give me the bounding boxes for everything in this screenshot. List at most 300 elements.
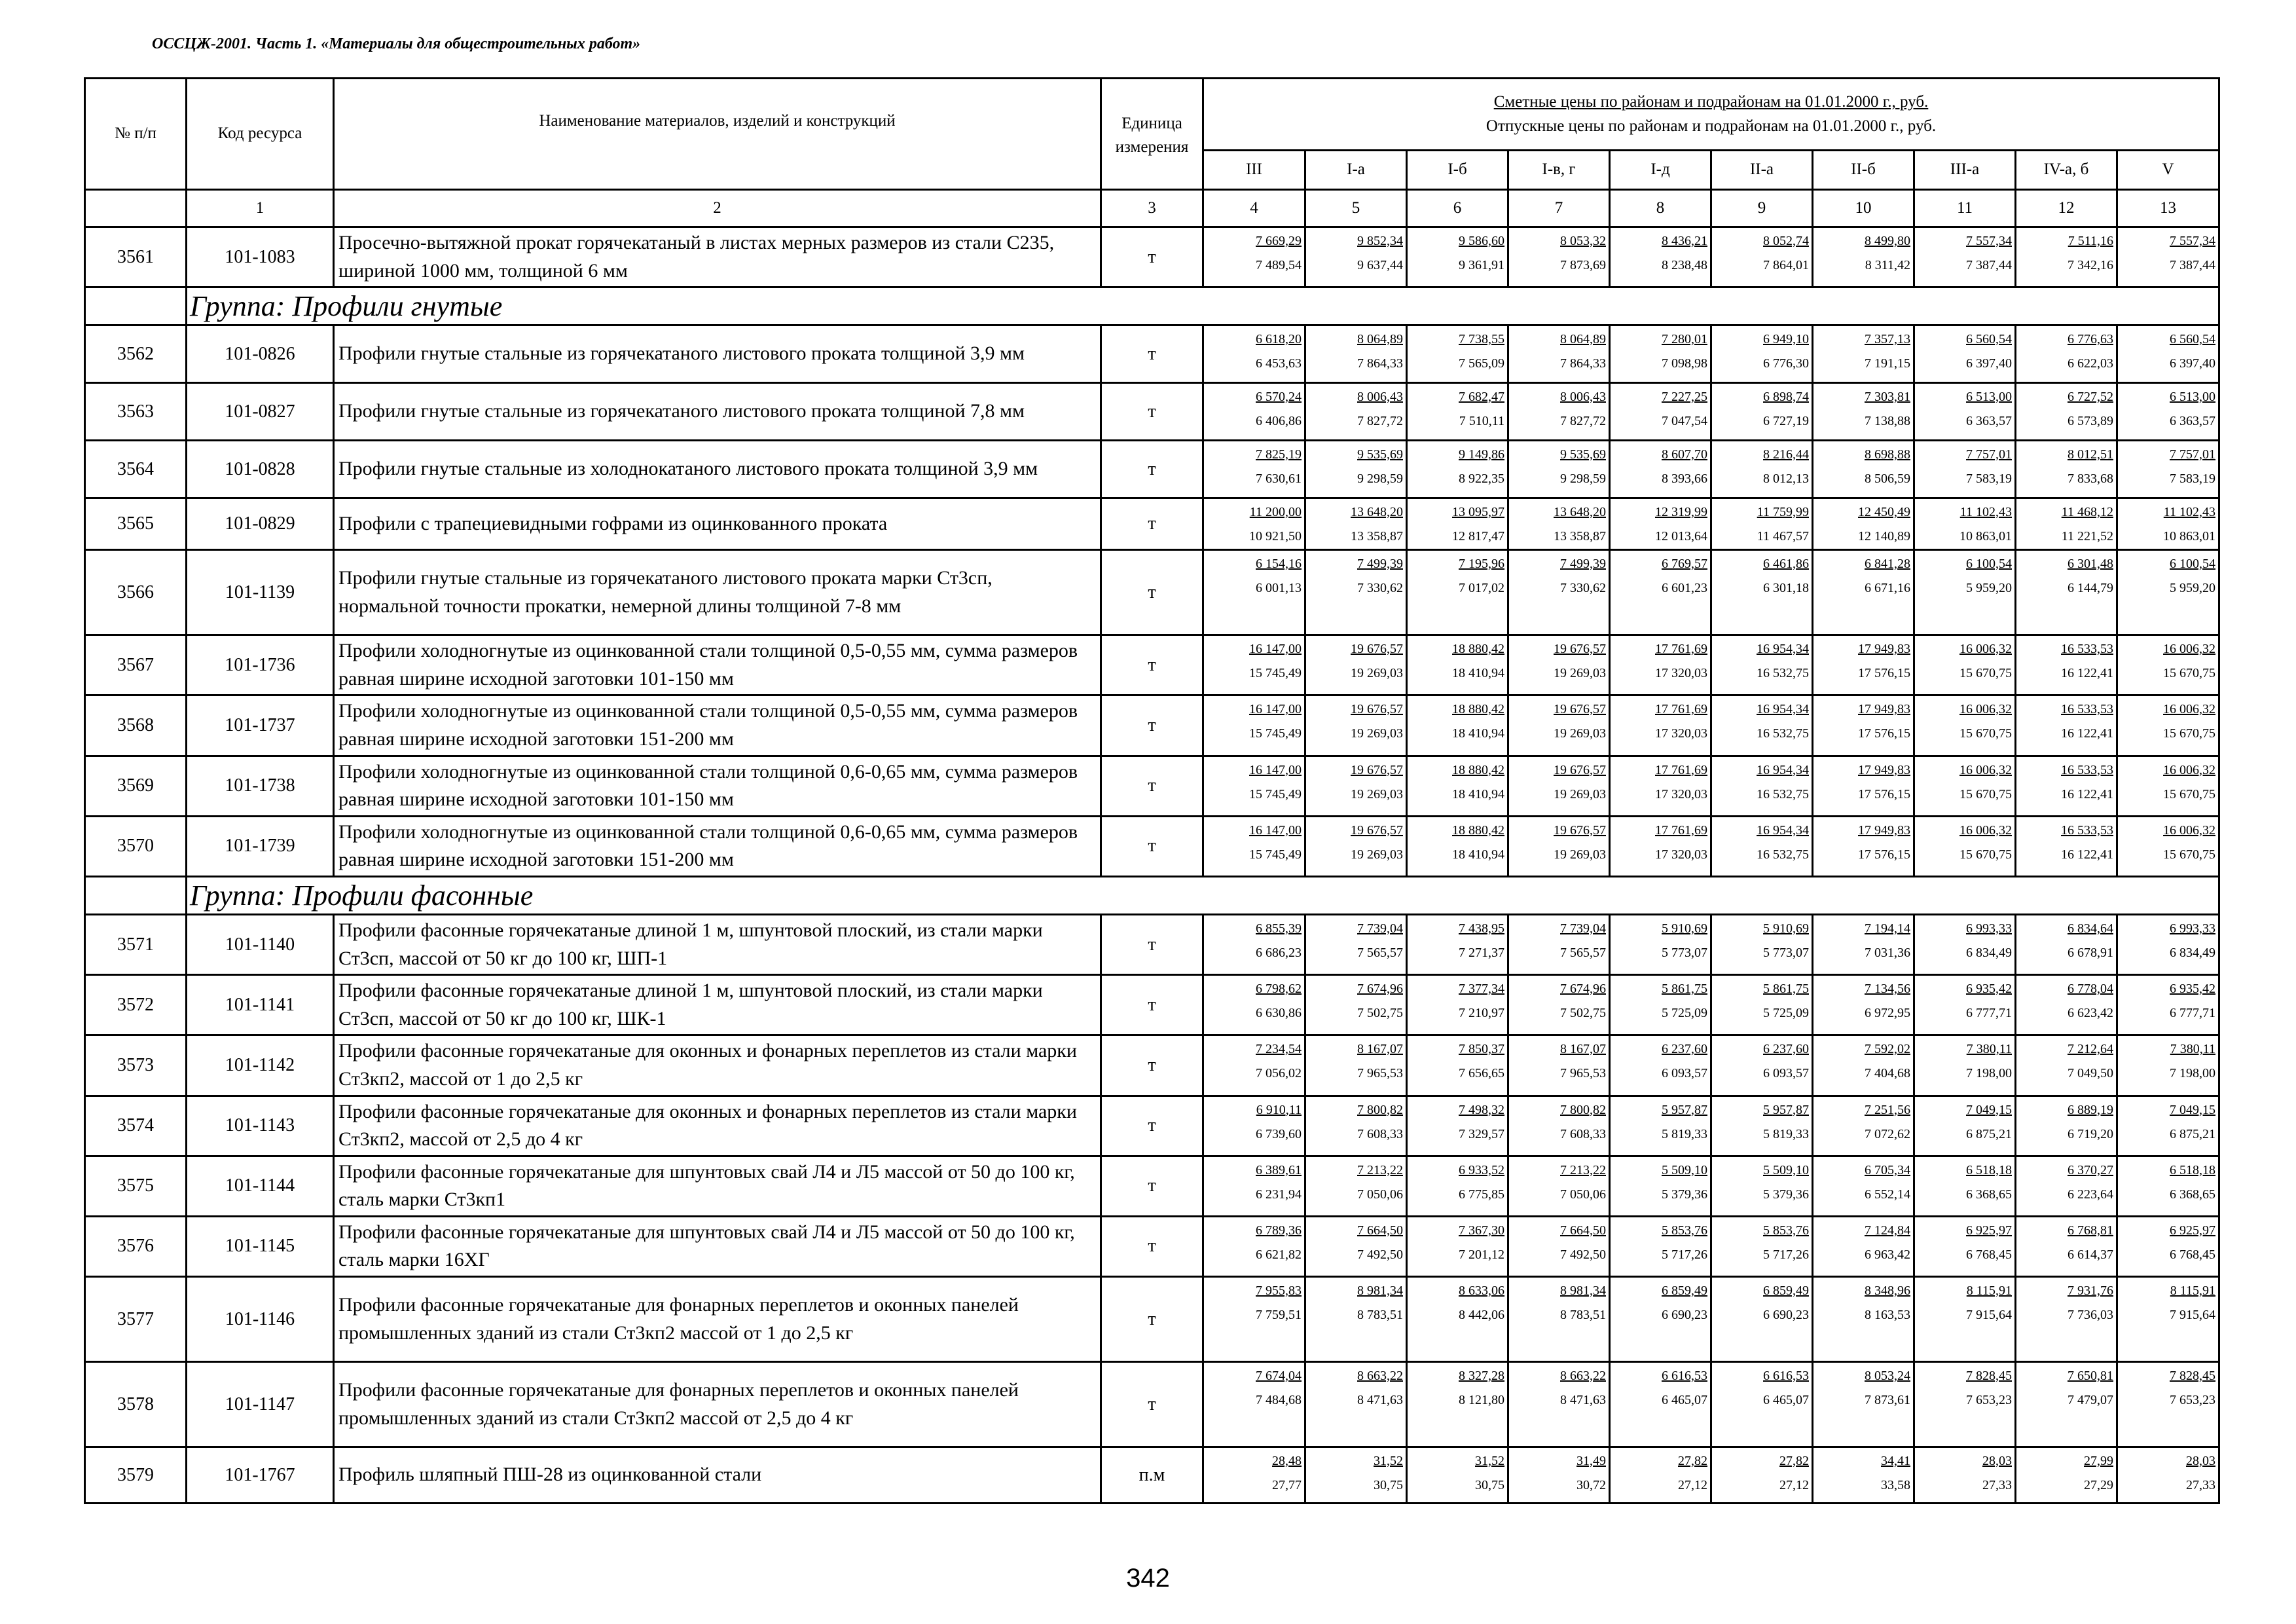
- estimated-price: 9 586,60: [1459, 234, 1504, 248]
- estimated-price: 16 533,53: [2061, 762, 2113, 777]
- release-price: 5 379,36: [1763, 1187, 1809, 1202]
- price-cell: [1508, 1216, 1610, 1276]
- estimated-price: 27,82: [1779, 1454, 1809, 1469]
- estimated-price: 34,41: [1881, 1454, 1910, 1469]
- table-row: [85, 635, 2219, 695]
- price-cell: [2117, 1156, 2219, 1216]
- estimated-price: 19 676,57: [1351, 822, 1403, 838]
- release-price: 7 489,54: [1256, 258, 1302, 272]
- price-cell: [1305, 1035, 1407, 1096]
- release-price: 8 922,35: [1459, 471, 1504, 487]
- release-price: 6 777,71: [2170, 1006, 2216, 1021]
- estimated-price: 19 676,57: [1554, 702, 1606, 717]
- price-cell: [1508, 914, 1610, 974]
- estimated-price: 6 513,00: [2170, 390, 2216, 405]
- estimated-price: 16 006,32: [1959, 702, 2012, 717]
- price-cell: [1914, 550, 2016, 635]
- estimated-price: 17 949,83: [1858, 762, 1910, 777]
- unit-of-measure: т: [1101, 914, 1203, 974]
- release-price: 30,75: [1475, 1478, 1504, 1493]
- release-price: 5 725,09: [1763, 1006, 1809, 1021]
- page-number: 342: [1126, 1564, 1170, 1593]
- price-cell: [1813, 1096, 1914, 1156]
- release-price: 5 959,20: [1966, 581, 2012, 596]
- column-number: 1: [187, 190, 334, 227]
- price-cell: [1813, 325, 1914, 383]
- price-cell: [2117, 816, 2219, 876]
- price-cell: [2016, 325, 2117, 383]
- estimated-price: 6 949,10: [1763, 332, 1809, 347]
- price-cell: [1711, 1447, 1813, 1504]
- resource-code: 101-1143: [187, 1096, 334, 1156]
- release-price: 6 776,30: [1763, 356, 1809, 371]
- group-row: [85, 876, 2219, 914]
- price-cell: [1610, 227, 1711, 287]
- release-price: 9 361,91: [1459, 258, 1504, 272]
- release-price: 10 863,01: [1959, 529, 2012, 544]
- price-cell: [1407, 550, 1508, 635]
- price-cell: [2117, 1216, 2219, 1276]
- price-cell: [1914, 498, 2016, 550]
- estimated-price: 6 616,53: [1662, 1369, 1707, 1384]
- estimated-price: 5 861,75: [1763, 982, 1809, 997]
- estimated-price: 6 855,39: [1256, 921, 1302, 936]
- release-price: 7 864,01: [1763, 258, 1809, 272]
- price-cell: [1407, 695, 1508, 756]
- release-price: 16 532,75: [1757, 786, 1809, 802]
- release-price: 8 121,80: [1459, 1393, 1504, 1408]
- table-row: [85, 695, 2219, 756]
- estimated-price: 19 676,57: [1351, 702, 1403, 717]
- unit-of-measure: т: [1101, 756, 1203, 816]
- table-row: [85, 325, 2219, 383]
- estimated-price: 18 880,42: [1452, 762, 1504, 777]
- release-price: 15 745,49: [1249, 666, 1302, 681]
- release-price: 7 583,19: [1966, 471, 2012, 487]
- price-cell: [1407, 914, 1508, 974]
- estimated-price: 7 664,50: [1560, 1223, 1606, 1238]
- estimated-price: 16 147,00: [1249, 702, 1302, 717]
- price-cell: [2117, 1035, 2219, 1096]
- estimated-price: 6 154,16: [1256, 557, 1302, 572]
- release-price: 12 817,47: [1452, 529, 1504, 544]
- release-price: 6 630,86: [1256, 1006, 1302, 1021]
- table-row: [85, 975, 2219, 1035]
- table-row: [85, 816, 2219, 876]
- price-cell: [1914, 1096, 2016, 1156]
- column-number: 5: [1305, 190, 1407, 227]
- price-cell: [1305, 383, 1407, 441]
- estimated-price: 7 674,96: [1357, 982, 1403, 997]
- release-price: 7 387,44: [2170, 258, 2216, 272]
- price-cell: [1610, 1277, 1711, 1362]
- release-price: 7 047,54: [1662, 414, 1707, 429]
- price-cell: [1203, 441, 1305, 498]
- release-price: 8 238,48: [1662, 258, 1707, 272]
- release-price: 8 783,51: [1357, 1308, 1403, 1323]
- release-price: 8 471,63: [1560, 1393, 1606, 1408]
- price-cell: [1610, 383, 1711, 441]
- release-price: 16 122,41: [2061, 847, 2113, 862]
- release-price: 7 915,64: [1966, 1308, 2012, 1323]
- estimated-price: 7 134,56: [1865, 982, 1910, 997]
- col-header-no: № п/п: [85, 79, 187, 190]
- price-cell: [1203, 550, 1305, 635]
- estimated-price: 6 889,19: [2068, 1102, 2113, 1117]
- estimated-price: 17 949,83: [1858, 822, 1910, 838]
- row-number: 3578: [85, 1362, 187, 1447]
- resource-code: 101-0828: [187, 441, 334, 498]
- estimated-price: 7 682,47: [1459, 390, 1504, 405]
- price-cell: [1305, 498, 1407, 550]
- release-price: 7 827,72: [1357, 414, 1403, 429]
- estimated-price: 6 789,36: [1256, 1223, 1302, 1238]
- material-name: Профили холодногнутые из оцинкованной стали толщиной 0,5-0,55 мм, сумма размеров равная ширине исходной заготовки 151-200 мм: [334, 695, 1101, 756]
- price-cell: [1610, 635, 1711, 695]
- release-price: 17 576,15: [1858, 847, 1910, 862]
- release-price: 9 298,59: [1560, 471, 1606, 487]
- estimated-price: 8 216,44: [1763, 447, 1809, 462]
- price-cell: [1813, 816, 1914, 876]
- estimated-price: 6 935,42: [1966, 982, 2012, 997]
- release-price: 15 745,49: [1249, 786, 1302, 802]
- estimated-price: 7 303,81: [1865, 390, 1910, 405]
- price-cell: [1203, 325, 1305, 383]
- release-price: 6 093,57: [1763, 1066, 1809, 1081]
- resource-code: 101-1737: [187, 695, 334, 756]
- price-cell: [1914, 1156, 2016, 1216]
- column-number: 3: [1101, 190, 1203, 227]
- estimated-price: 5 910,69: [1763, 921, 1809, 936]
- release-price: 7 565,09: [1459, 356, 1504, 371]
- column-number: 2: [334, 190, 1101, 227]
- resource-code: 101-1736: [187, 635, 334, 695]
- resource-code: 101-1140: [187, 914, 334, 974]
- price-cell: [2016, 498, 2117, 550]
- price-cell: [1305, 441, 1407, 498]
- table-row: [85, 914, 2219, 974]
- estimated-price: 6 859,49: [1763, 1283, 1809, 1299]
- release-price: 7 329,57: [1459, 1126, 1504, 1141]
- release-price: 17 320,03: [1655, 726, 1707, 741]
- price-cell: [1813, 1447, 1914, 1504]
- estimated-price: 31,52: [1475, 1454, 1504, 1469]
- price-cell: [1203, 1362, 1305, 1447]
- material-name: Профили холодногнутые из оцинкованной стали толщиной 0,5-0,55 мм, сумма размеров равная ширине исходной заготовки 101-150 мм: [334, 635, 1101, 695]
- estimated-price: 7 227,25: [1662, 390, 1707, 405]
- release-price: 15 670,75: [2163, 726, 2216, 741]
- material-name: Профили фасонные горячекатаные длиной 1 м, шпунтовой плоский, из стали марки Ст3сп, массой от 50 кг до 100 кг, ШП-1: [334, 914, 1101, 974]
- price-cell: [1305, 550, 1407, 635]
- unit-of-measure: т: [1101, 550, 1203, 635]
- estimated-price: 5 861,75: [1662, 982, 1707, 997]
- estimated-price: 16 147,00: [1249, 762, 1302, 777]
- estimated-price: 19 676,57: [1554, 822, 1606, 838]
- price-cell: [1914, 756, 2016, 816]
- price-cell: [1407, 975, 1508, 1035]
- release-price: 6 775,85: [1459, 1187, 1504, 1202]
- price-cell: [1508, 441, 1610, 498]
- row-number: 3574: [85, 1096, 187, 1156]
- release-price: 5 379,36: [1662, 1187, 1707, 1202]
- price-cell: [1914, 383, 2016, 441]
- price-cell: [1203, 1216, 1305, 1276]
- release-price: 6 768,45: [2170, 1247, 2216, 1262]
- release-price: 17 320,03: [1655, 847, 1707, 862]
- release-price: 16 532,75: [1757, 847, 1809, 862]
- estimated-price: 16 954,34: [1757, 642, 1809, 657]
- estimated-price: 7 049,15: [2170, 1102, 2216, 1117]
- release-price: 6 963,42: [1865, 1247, 1910, 1262]
- price-cell: [2016, 441, 2117, 498]
- release-price: 7 608,33: [1560, 1126, 1606, 1141]
- release-price: 8 393,66: [1662, 471, 1707, 487]
- unit-of-measure: т: [1101, 325, 1203, 383]
- estimated-price: 8 981,34: [1560, 1283, 1606, 1299]
- price-cell: [1711, 1362, 1813, 1447]
- release-price: 15 670,75: [1959, 726, 2012, 741]
- region-header: III-а: [1914, 151, 2016, 190]
- estimated-price: 11 468,12: [2061, 505, 2113, 520]
- price-cell: [1711, 325, 1813, 383]
- estimated-price: 6 616,53: [1763, 1369, 1809, 1384]
- estimated-price: 7 213,22: [1560, 1162, 1606, 1177]
- price-cell: [1914, 1216, 2016, 1276]
- release-price: 30,75: [1374, 1478, 1403, 1493]
- material-name: Профили фасонные горячекатаные для фонарных переплетов и оконных панелей промышленных зданий из стали Ст3кп2 массой от 1 до 2,5 кг: [334, 1277, 1101, 1362]
- estimated-price: 17 949,83: [1858, 702, 1910, 717]
- material-name: Профили фасонные горячекатаные длиной 1 м, шпунтовой плоский, из стали марки Ст3сп, массой от 50 кг до 100 кг, ШК-1: [334, 975, 1101, 1035]
- price-cell: [1610, 756, 1711, 816]
- price-cell: [1914, 635, 2016, 695]
- estimated-price: 13 095,97: [1452, 505, 1504, 520]
- column-number-blank: [85, 190, 187, 227]
- table-row: [85, 1035, 2219, 1096]
- price-table-body: [85, 79, 2219, 1504]
- price-cell: [1407, 1156, 1508, 1216]
- estimated-price: 6 776,63: [2068, 332, 2113, 347]
- release-price: 7 608,33: [1357, 1126, 1403, 1141]
- estimated-price: 19 676,57: [1554, 642, 1606, 657]
- column-number: 6: [1407, 190, 1508, 227]
- resource-code: 101-1144: [187, 1156, 334, 1216]
- estimated-price: 6 925,97: [2170, 1223, 2216, 1238]
- price-cell: [2016, 635, 2117, 695]
- unit-of-measure: т: [1101, 227, 1203, 287]
- release-price: 7 873,69: [1560, 258, 1606, 272]
- estimated-price: 12 319,99: [1655, 505, 1707, 520]
- price-cell: [1813, 227, 1914, 287]
- header-row-1: [85, 79, 2219, 151]
- release-price: 6 397,40: [1966, 356, 2012, 371]
- estimated-price: 8 064,89: [1560, 332, 1606, 347]
- column-number: 12: [2016, 190, 2117, 227]
- price-cell: [1203, 227, 1305, 287]
- estimated-price: 27,82: [1678, 1454, 1707, 1469]
- release-price: 7 072,62: [1865, 1126, 1910, 1141]
- price-cell: [1305, 1216, 1407, 1276]
- estimated-price: 7 357,13: [1865, 332, 1910, 347]
- price-cell: [2016, 1096, 2117, 1156]
- column-number: 9: [1711, 190, 1813, 227]
- row-number: 3576: [85, 1216, 187, 1276]
- estimated-price: 16 006,32: [2163, 702, 2216, 717]
- release-price: 11 467,57: [1757, 529, 1809, 544]
- price-cell: [2117, 383, 2219, 441]
- region-header: I-а: [1305, 151, 1407, 190]
- estimated-price: 6 301,48: [2068, 557, 2113, 572]
- estimated-price: 16 954,34: [1757, 702, 1809, 717]
- release-price: 5 819,33: [1662, 1126, 1707, 1141]
- region-header: III: [1203, 151, 1305, 190]
- price-cell: [1610, 325, 1711, 383]
- row-number: 3571: [85, 914, 187, 974]
- price-cell: [1508, 325, 1610, 383]
- estimated-price: 8 981,34: [1357, 1283, 1403, 1299]
- release-price: 7 201,12: [1459, 1247, 1504, 1262]
- price-cell: [1711, 816, 1813, 876]
- release-price: 7 833,68: [2068, 471, 2113, 487]
- release-price: 6 601,23: [1662, 581, 1707, 596]
- price-cell: [1203, 975, 1305, 1035]
- estimated-price: 7 499,39: [1560, 557, 1606, 572]
- estimated-price: 16 954,34: [1757, 822, 1809, 838]
- release-price: 7 492,50: [1560, 1247, 1606, 1262]
- estimated-price: 7 377,34: [1459, 982, 1504, 997]
- release-price: 17 576,15: [1858, 666, 1910, 681]
- price-cell: [2117, 1447, 2219, 1504]
- estimated-price: 18 880,42: [1452, 702, 1504, 717]
- estimated-price: 16 006,32: [1959, 822, 2012, 838]
- price-cell: [1407, 756, 1508, 816]
- group-spacer: [85, 287, 187, 325]
- estimated-price: 28,03: [1982, 1454, 2012, 1469]
- price-cell: [1407, 816, 1508, 876]
- estimated-price: 7 931,76: [2068, 1283, 2113, 1299]
- price-cell: [1711, 695, 1813, 756]
- price-cell: [1508, 550, 1610, 635]
- release-price: 6 875,21: [2170, 1126, 2216, 1141]
- release-price: 7 864,33: [1357, 356, 1403, 371]
- release-price: 27,29: [2084, 1478, 2113, 1493]
- release-price: 7 271,37: [1459, 945, 1504, 960]
- estimated-price: 8 348,96: [1865, 1283, 1910, 1299]
- unit-of-measure: т: [1101, 1216, 1203, 1276]
- release-price: 19 269,03: [1351, 786, 1403, 802]
- release-price: 7 653,23: [1966, 1393, 2012, 1408]
- row-number: 3562: [85, 325, 187, 383]
- release-price: 12 013,64: [1655, 529, 1707, 544]
- column-number: 8: [1610, 190, 1711, 227]
- release-price: 6 622,03: [2068, 356, 2113, 371]
- price-cell: [1203, 1156, 1305, 1216]
- price-cell: [1508, 1362, 1610, 1447]
- region-header: I-в, г: [1508, 151, 1610, 190]
- resource-code: 101-1139: [187, 550, 334, 635]
- estimated-price: 9 535,69: [1560, 447, 1606, 462]
- release-price: 12 140,89: [1858, 529, 1910, 544]
- estimated-price: 19 676,57: [1554, 762, 1606, 777]
- estimated-price: 6 798,62: [1256, 982, 1302, 997]
- estimated-price: 6 705,34: [1865, 1162, 1910, 1177]
- estimated-price: 6 933,52: [1459, 1162, 1504, 1177]
- price-cell: [1305, 1277, 1407, 1362]
- release-price: 10 863,01: [2163, 529, 2216, 544]
- estimated-price: 17 949,83: [1858, 642, 1910, 657]
- release-price: 19 269,03: [1351, 847, 1403, 862]
- release-price: 15 670,75: [2163, 786, 2216, 802]
- release-price: 6 777,71: [1966, 1006, 2012, 1021]
- estimated-price: 7 557,34: [1966, 234, 2012, 248]
- release-price: 7 502,75: [1560, 1006, 1606, 1021]
- row-number: 3573: [85, 1035, 187, 1096]
- unit-of-measure: п.м: [1101, 1447, 1203, 1504]
- resource-code: 101-1146: [187, 1277, 334, 1362]
- release-price: 6 614,37: [2068, 1247, 2113, 1262]
- estimated-price: 7 049,15: [1966, 1102, 2012, 1117]
- price-cell: [2117, 498, 2219, 550]
- price-title-release: Отпускные цены по районам и подрайонам на 01.01.2000 г., руб.: [1485, 117, 1937, 135]
- column-number: 13: [2117, 190, 2219, 227]
- estimated-price: 6 841,28: [1865, 557, 1910, 572]
- price-cell: [1203, 1096, 1305, 1156]
- release-price: 6 093,57: [1662, 1066, 1707, 1081]
- price-cell: [1813, 383, 1914, 441]
- release-price: 6 231,94: [1256, 1187, 1302, 1202]
- estimated-price: 8 006,43: [1357, 390, 1403, 405]
- price-cell: [1305, 1156, 1407, 1216]
- estimated-price: 8 663,22: [1357, 1369, 1403, 1384]
- release-price: 6 301,18: [1763, 581, 1809, 596]
- estimated-price: 11 102,43: [1959, 505, 2012, 520]
- release-price: 6 834,49: [1966, 945, 2012, 960]
- material-name: Профили гнутые стальные из горячекатаного листового проката толщиной 3,9 мм: [334, 325, 1101, 383]
- column-number: 10: [1813, 190, 1914, 227]
- price-cell: [1610, 914, 1711, 974]
- estimated-price: 7 592,02: [1865, 1042, 1910, 1057]
- estimated-price: 17 761,69: [1655, 642, 1707, 657]
- release-price: 7 915,64: [2170, 1308, 2216, 1323]
- estimated-price: 5 509,10: [1763, 1162, 1809, 1177]
- col-header-code: Код ресурса: [187, 79, 334, 190]
- price-cell: [1508, 1096, 1610, 1156]
- estimated-price: 6 925,97: [1966, 1223, 2012, 1238]
- price-cell: [1914, 816, 2016, 876]
- estimated-price: 7 498,32: [1459, 1102, 1504, 1117]
- price-cell: [2117, 756, 2219, 816]
- material-name: Профили гнутые стальные из горячекатаного листового проката марки Ст3сп, нормальной точности прокатки, немерной длины толщиной 7-8 мм: [334, 550, 1101, 635]
- estimated-price: 12 450,49: [1858, 505, 1910, 520]
- estimated-price: 6 389,61: [1256, 1162, 1302, 1177]
- price-cell: [2016, 914, 2117, 974]
- price-cell: [1407, 1277, 1508, 1362]
- price-cell: [1813, 1035, 1914, 1096]
- estimated-price: 11 759,99: [1757, 505, 1809, 520]
- table-row: [85, 1447, 2219, 1504]
- price-cell: [1914, 695, 2016, 756]
- resource-code: 101-1083: [187, 227, 334, 287]
- price-cell: [2016, 1156, 2117, 1216]
- estimated-price: 7 438,95: [1459, 921, 1504, 936]
- estimated-price: 8 499,80: [1865, 234, 1910, 248]
- release-price: 7 330,62: [1357, 581, 1403, 596]
- estimated-price: 17 761,69: [1655, 762, 1707, 777]
- estimated-price: 7 380,11: [2170, 1042, 2216, 1057]
- price-cell: [1711, 550, 1813, 635]
- estimated-price: 8 633,06: [1459, 1283, 1504, 1299]
- price-cell: [1508, 1277, 1610, 1362]
- region-header: V: [2117, 151, 2219, 190]
